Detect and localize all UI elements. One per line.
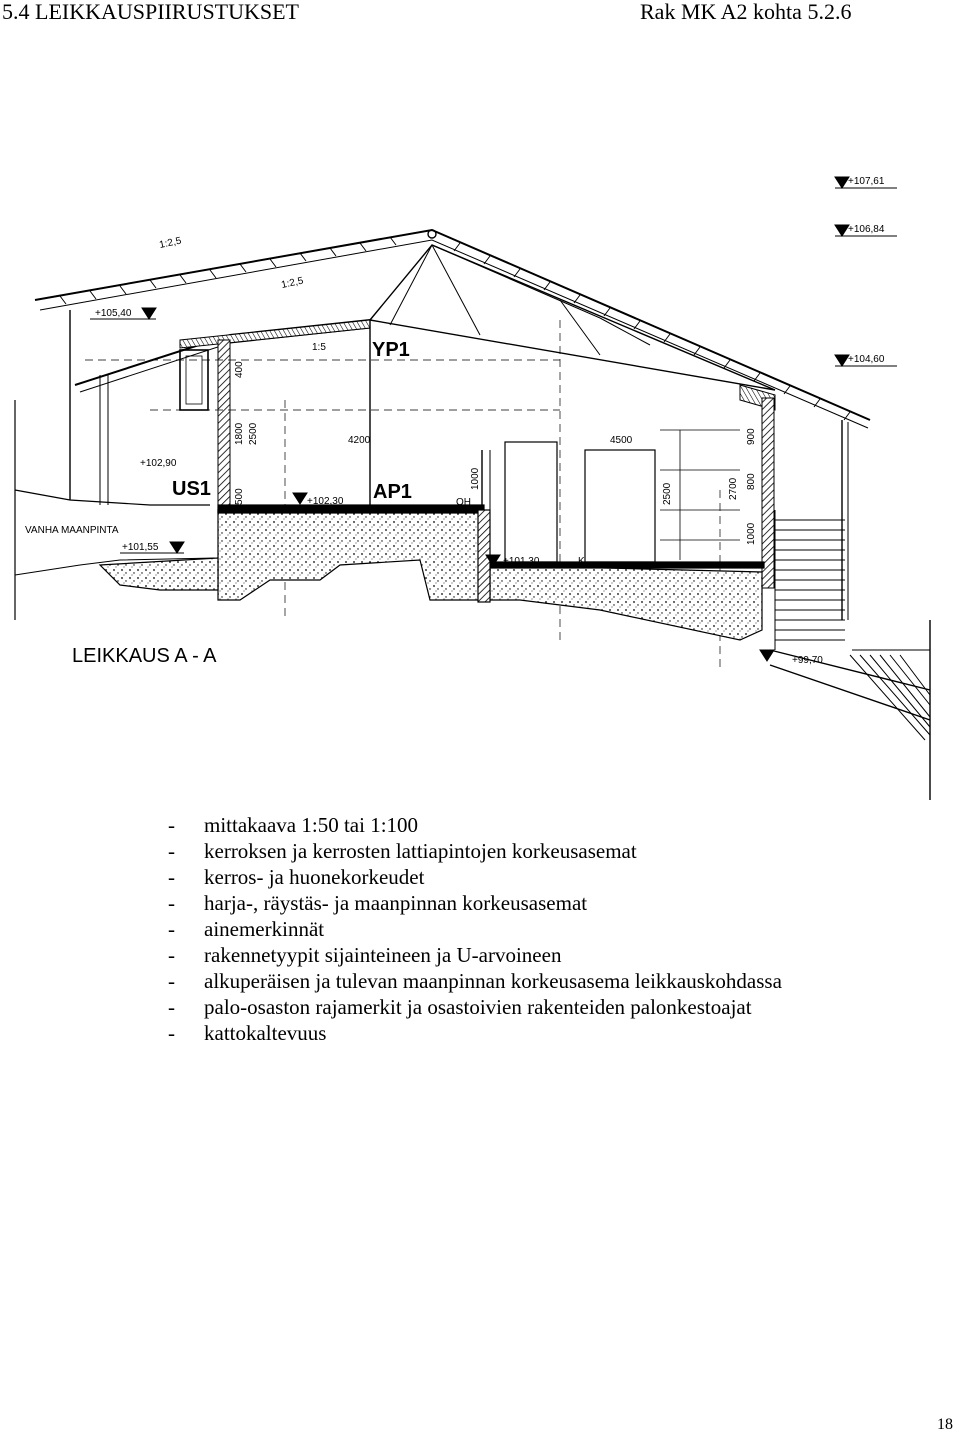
list-item (168, 1020, 782, 1046)
slope-label: 1:5 (312, 342, 326, 353)
elevation-label: +101,55 (122, 542, 159, 553)
list-item (168, 812, 782, 838)
dimension-label: 500 (234, 488, 245, 505)
list-item (168, 916, 782, 942)
list-dash: - (168, 1021, 175, 1045)
elevation-label: +99,70 (792, 655, 823, 666)
elevation-label: +104,60 (848, 354, 885, 365)
list-item (168, 890, 782, 916)
elevation-label: +107,61 (848, 176, 885, 187)
page-number: 18 (937, 1416, 953, 1433)
elevation-label: +102,90 (140, 458, 177, 469)
dimension-label: 4500 (610, 435, 633, 446)
slope-label: 1:2,5 (280, 275, 305, 291)
dimension-label: 2700 (728, 477, 739, 500)
structure-tag-ap1: AP1 (373, 481, 412, 503)
section-title: LEIKKAUS A - A (72, 645, 217, 667)
list-item (168, 994, 782, 1020)
list-item-text: kattokaltevuus (204, 1021, 327, 1045)
header-right-reference: Rak MK A2 kohta 5.2.6 (640, 0, 852, 24)
list-dash: - (168, 917, 175, 941)
list-item-text: kerros- ja huonekorkeudet (204, 865, 425, 889)
header-left-title: 5.4 LEIKKAUSPIIRUSTUKSET (2, 0, 299, 24)
dimension-label: 2500 (248, 422, 259, 445)
slope-label: 1:2,5 (158, 235, 183, 251)
ground-level-label: VANHA MAANPINTA (25, 525, 119, 536)
requirements-list (168, 812, 782, 1046)
list-item-text: alkuperäisen ja tulevan maanpinnan korkeusasema leikkauskohdassa (204, 969, 782, 993)
list-dash: - (168, 943, 175, 967)
dimension-label: 1000 (746, 522, 757, 545)
list-dash: - (168, 839, 175, 863)
list-item-text: ainemerkinnät (204, 917, 325, 941)
dimension-label: 400 (234, 361, 245, 378)
list-item-text: mittakaava 1:50 tai 1:100 (204, 813, 419, 837)
list-item-text: rakennetyypit sijainteineen ja U-arvoineen (204, 943, 562, 967)
elevation-label: +102,30 (307, 496, 344, 507)
list-dash: - (168, 995, 175, 1019)
list-item-text: harja-, räystäs- ja maanpinnan korkeusasemat (204, 891, 588, 915)
dimension-label: 4200 (348, 435, 371, 446)
dimension-label: 1000 (470, 467, 481, 490)
section-drawing (0, 160, 960, 810)
elevation-label: +101,30 (503, 556, 540, 567)
list-dash: - (168, 813, 175, 837)
structure-tag-yp1: YP1 (372, 339, 410, 361)
room-tag-k: K (578, 556, 585, 567)
list-dash: - (168, 865, 175, 889)
dimension-label: 1800 (234, 422, 245, 445)
room-tag-oh: OH (456, 497, 471, 508)
list-dash: - (168, 969, 175, 993)
dimension-label: 900 (746, 428, 757, 445)
list-dash: - (168, 891, 175, 915)
elevation-label: +105,40 (95, 308, 132, 319)
list-item (168, 942, 782, 968)
list-item (168, 968, 782, 994)
structure-tag-us1: US1 (172, 478, 211, 500)
list-item-text: palo-osaston rajamerkit ja osastoivien rakenteiden palonkestoajat (204, 995, 752, 1019)
dimension-label: 2500 (662, 482, 673, 505)
list-item-text: kerroksen ja kerrosten lattiapintojen korkeusasemat (204, 839, 637, 863)
list-item (168, 864, 782, 890)
foundation-slab (100, 505, 764, 640)
list-item (168, 838, 782, 864)
elevation-label: +106,84 (848, 224, 885, 235)
dimension-label: 800 (746, 473, 757, 490)
